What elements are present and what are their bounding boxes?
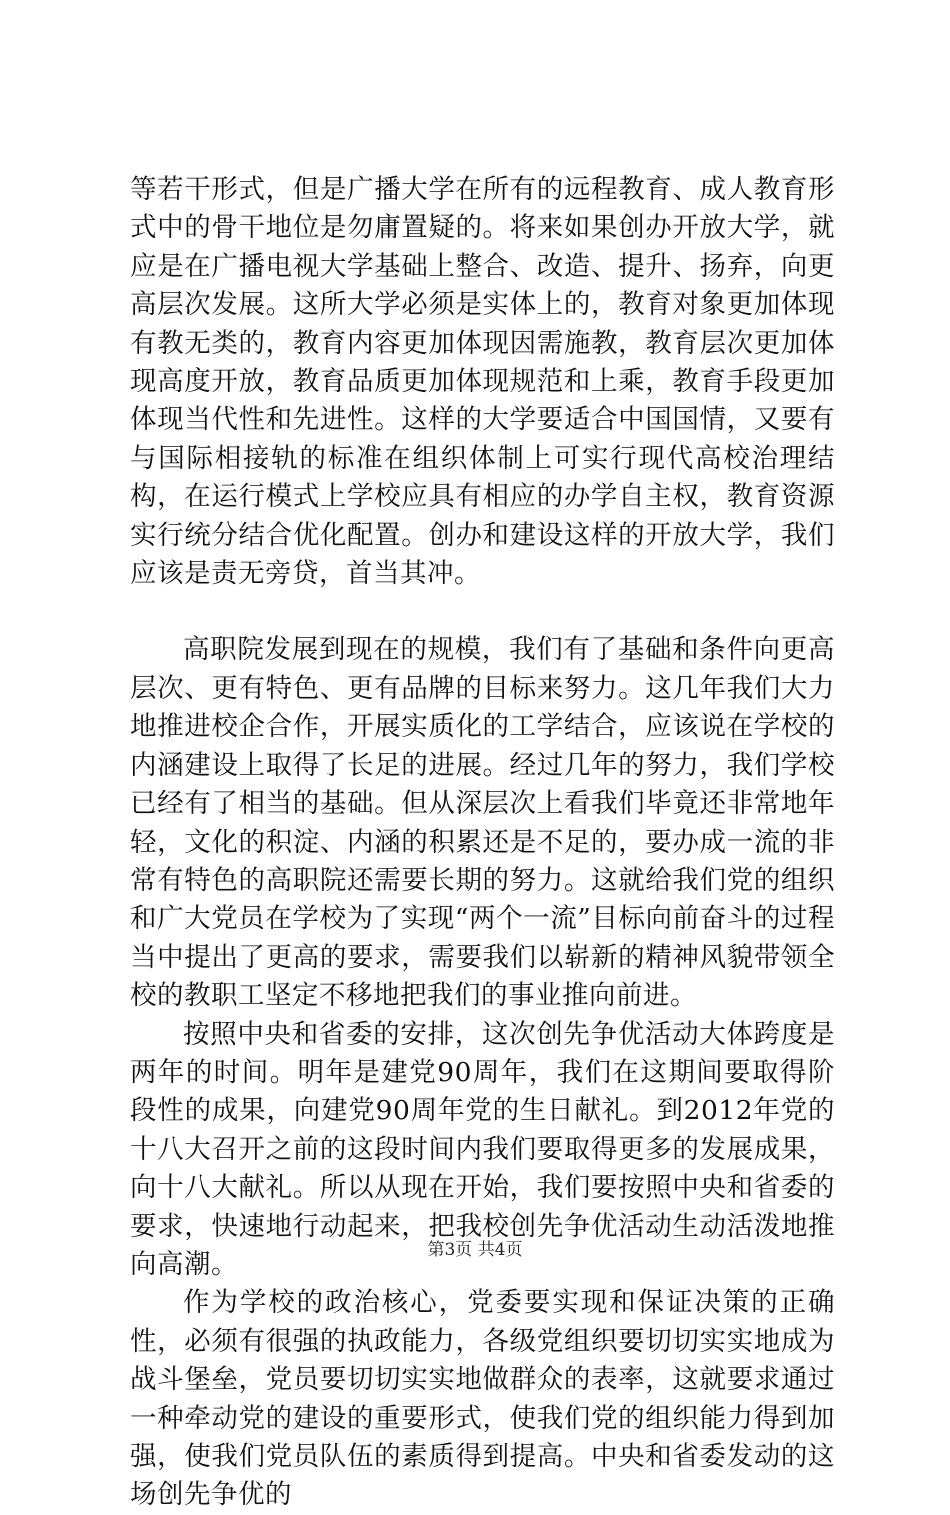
document-body	[130, 171, 835, 1515]
paragraph-4: 作为学校的政治核心，党委要实现和保证决策的正确性，必须有很强的执政能力，各级党组织要切切实实地成为战斗堡垒，党员要切切实实地做群众的表率，这就要求通过一种牵动党的建设的重要形式，使我们党的组织能力得到加强，使我们党员队伍的素质得到提高。中央和省委发动的这场创先争优的	[130, 1287, 835, 1511]
paragraph-3: 按照中央和省委的安排，这次创先争优活动大体跨度是两年的时间。明年是建党90周年，我们在这期间要取得阶段性的成果，向建党90周年党的生日献礼。到2012年党的十八大召开之前的这段时间内我们要取得更多的发展成果，向十八大献礼。所以从现在开始，我们要按照中央和省委的要求，快速地行动起来，把我校创先争优活动生动活泼地推向高潮。	[130, 1018, 835, 1280]
paragraph-1: 等若干形式，但是广播大学在所有的远程教育、成人教育形式中的骨干地位是勿庸置疑的。将来如果创办开放大学，就应是在广播电视大学基础上整合、改造、提升、扬弃，向更高层次发展。这所大学必须是实体上的，教育对象更加体现有教无类的，教育内容更加体现因需施教，教育层次更加体现高度开放，教育品质更加体现规范和上乘，教育手段更加体现当代性和先进性。这样的大学要适合中国国情，又要有与国际相接轨的标准在组织体制上可实行现代高校治理结构，在运行模式上学校应具有相应的办学自主权，教育资源实行统分结合优化配置。创办和建设这样的开放大学，我们应该是责无旁贷，首当其冲。	[130, 174, 835, 590]
paragraph-2: 高职院发展到现在的规模，我们有了基础和条件向更高层次、更有特色、更有品牌的目标来努力。这几年我们大力地推进校企合作，开展实质化的工学结合，应该说在学校的内涵建设上取得了长足的进展。经过几年的努力，我们学校已经有了相当的基础。但从深层次上看我们毕竟还非常地年轻，文化的积淀、内涵的积累还是不足的，要办成一流的非常有特色的高职院还需要长期的努力。这就给我们党的组织和广大党员在学校为了实现“两个一流”目标向前奋斗的过程当中提出了更高的要求，需要我们以崭新的精神风貌带领全校的教职工坚定不移地把我们的事业推向前进。	[130, 634, 835, 1012]
page-number-footer: 第3页 共4页	[427, 1240, 523, 1260]
